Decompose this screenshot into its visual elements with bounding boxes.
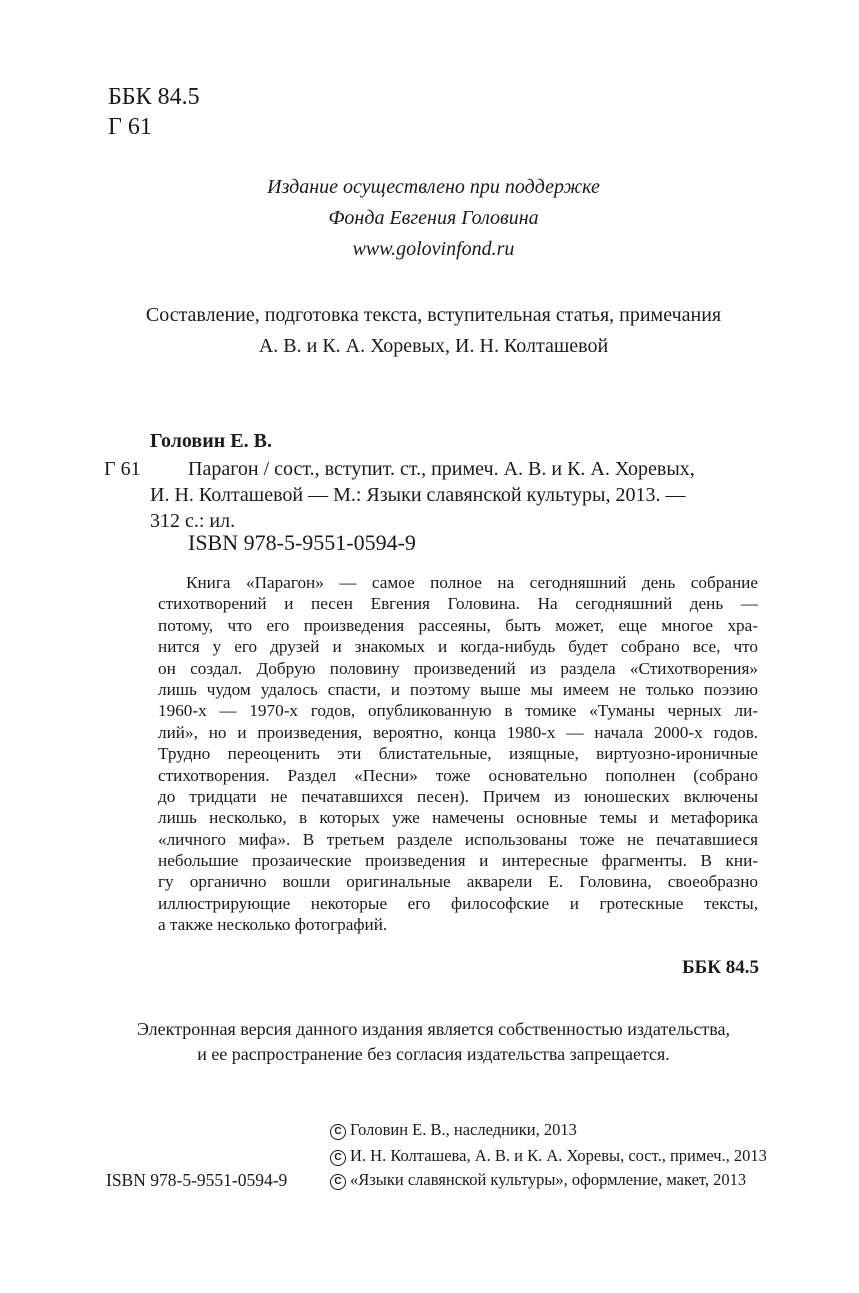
catalog-publisher-line: И. Н. Колташевой — М.: Языки славянской культуры, 2013. — <box>150 484 686 506</box>
catalog-title-line: Парагон / сост., вступит. ст., примеч. А. В. и К. А. Хоревых, <box>188 458 695 480</box>
annotation-line: «личного мифа». В третьем разделе использованы тоже не печатавшиеся <box>158 829 758 849</box>
annotation-line: Книга «Парагон» — самое полное на сегодняшний день собрание <box>186 573 758 592</box>
foundation-url: www.golovinfond.ru <box>352 238 515 260</box>
annotation-line: а также несколько фотографий. <box>158 915 388 935</box>
copyright-text: Головин Е. В., наследники, 2013 <box>350 1120 577 1139</box>
electronic-line: Электронная версия данного издания является собственностью издательства, <box>137 1019 730 1039</box>
copyright-line <box>330 1168 746 1192</box>
isbn-number: ISBN 978-5-9551-0594-9 <box>106 1170 288 1190</box>
annotation-line: небольшие прозаические произведения и интересные фрагменты. В кни- <box>158 851 758 871</box>
annotation-line: стихотворения. Раздел «Песни» тоже основательно пополнен (собрано <box>158 765 758 785</box>
annotation-line: лишь несколько, в которых уже намечены основные темы и метафорика <box>158 808 758 828</box>
catalog-isbn: ISBN 978-5-9551-0594-9 <box>188 530 416 555</box>
annotation-line: стихотворений и песен Евгения Головина. На сегодняшний день — <box>158 594 758 614</box>
annotation-line: лишь чудом удалось спасти, и поэтому выше мы имеем не только поэзию <box>158 679 758 699</box>
copyright-icon: C <box>330 1174 346 1190</box>
book-annotation <box>158 572 758 936</box>
annotation-line: нится у его друзей и знакомых и когда-нибудь будет собрано все, что <box>158 637 758 657</box>
catalog-pages-line: 312 с.: ил. <box>150 510 236 532</box>
annotation-line: до тридцати не печатавшихся песен). Причем из юношеских включены <box>158 786 758 806</box>
compilation-credits <box>0 300 859 362</box>
support-notice <box>0 172 859 265</box>
compilers-line: А. В. и К. А. Хоревых, И. Н. Колташевой <box>258 335 609 357</box>
annotation-line: гу органично вошли оригинальные акварели Е. Головина, своеобразно <box>158 872 758 892</box>
copyright-text: «Языки славянской культуры», оформление, макет, 2013 <box>350 1170 747 1189</box>
annotation-line: лий», но и произведения, вероятно, конца 1980-х — начала 2000-х годов. <box>158 722 758 742</box>
library-classification <box>108 82 200 142</box>
support-line: Издание осуществлено при поддержке <box>267 176 600 198</box>
copyright-text: И. Н. Колташева, А. В. и К. А. Хоревы, сост., примеч., 2013 <box>350 1146 767 1165</box>
bbk-code-bottom: ББК 84.5 <box>682 957 759 978</box>
catalog-author: Головин Е. В. <box>150 430 272 452</box>
distribution-line: и ее распространение без согласия издательства запрещается. <box>197 1044 670 1064</box>
annotation-line: Трудно переоценить эти блистательные, изящные, виртуозно-ироничные <box>158 744 758 764</box>
electronic-rights-notice <box>0 1017 859 1067</box>
annotation-line: потому, что его произведения рассеяны, быть может, еще многое хра- <box>158 615 758 635</box>
copyright-icon: C <box>330 1124 346 1140</box>
bbk-code: ББК 84.5 <box>108 84 200 110</box>
compilation-line: Составление, подготовка текста, вступительная статья, примечания <box>145 304 722 326</box>
catalog-code: Г 61 <box>104 458 141 480</box>
annotation-line: 1960-х — 1970-х годов, опубликованную в томике «Туманы черных ли- <box>158 701 758 721</box>
copyright-icon: C <box>330 1150 346 1166</box>
author-index: Г 61 <box>108 114 152 140</box>
annotation-line: он создал. Добрую половину произведений из раздела «Стихотворения» <box>158 658 758 678</box>
annotation-line: иллюстрирующие некоторые его философские и гротескные тексты, <box>158 893 758 913</box>
foundation-name: Фонда Евгения Головина <box>328 207 539 229</box>
copyright-line <box>330 1144 767 1168</box>
copyright-line <box>330 1118 577 1142</box>
